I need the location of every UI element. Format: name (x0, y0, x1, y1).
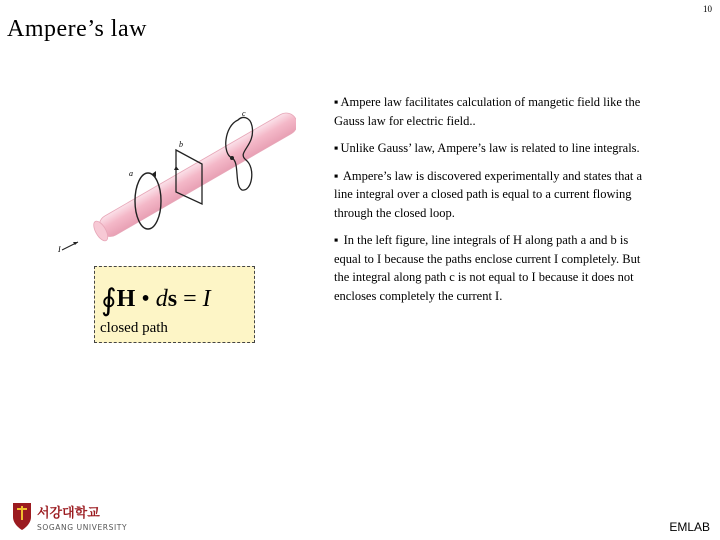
slide-title: Ampere’s law (7, 16, 147, 42)
svg-text:SOGANG UNIVERSITY: SOGANG UNIVERSITY (37, 523, 128, 532)
slide-number: 10 (703, 4, 712, 14)
formula-I: I (202, 286, 211, 312)
label-b: b (179, 140, 183, 149)
lab-name: EMLAB (669, 520, 710, 534)
sogang-university-logo (10, 500, 135, 534)
bullet-icon: ▪ (334, 141, 339, 155)
formula-d: d (155, 286, 168, 312)
formula-dot: • (135, 286, 156, 312)
formula-box (94, 266, 255, 343)
bullet-item: ▪ In the left figure, line integrals of H along path a and b is equal to I because the paths enclose current I completely. But the integral along path c is not equal to I because it does not encloses completely the current I. (334, 233, 641, 303)
bullet-item: ▪ Ampere’s law is discovered experimentally and states that a line integral over a closed path is equal to a current flowing through the closed loop. (334, 168, 643, 220)
svg-text:서강대학교: 서강대학교 (37, 506, 100, 521)
ampere-formula (101, 279, 211, 317)
formula-equals: = (177, 286, 203, 312)
closed-integral-symbol: ∮ (101, 284, 117, 317)
formula-H: H (116, 286, 136, 312)
bullet-icon: ▪ (334, 168, 339, 183)
bullet-list (334, 93, 644, 314)
ampere-figure (56, 106, 296, 256)
label-I: I (58, 245, 61, 254)
label-a: a (129, 169, 133, 178)
conductor-rod (91, 109, 296, 243)
bullet-icon: ▪ (334, 233, 339, 247)
bullet-item: ▪ Ampere law facilitates calculation of mangetic field like the Gauss law for electric field.. (334, 95, 641, 128)
label-c: c (242, 109, 246, 118)
bullet-icon: ▪ (334, 95, 339, 109)
university-crest-icon (13, 503, 31, 530)
bullet-item: ▪ Unlike Gauss’ law, Ampere’s law is related to line integrals. (334, 141, 640, 155)
closed-path-caption: closed path (100, 320, 168, 336)
formula-s: s (167, 286, 178, 312)
